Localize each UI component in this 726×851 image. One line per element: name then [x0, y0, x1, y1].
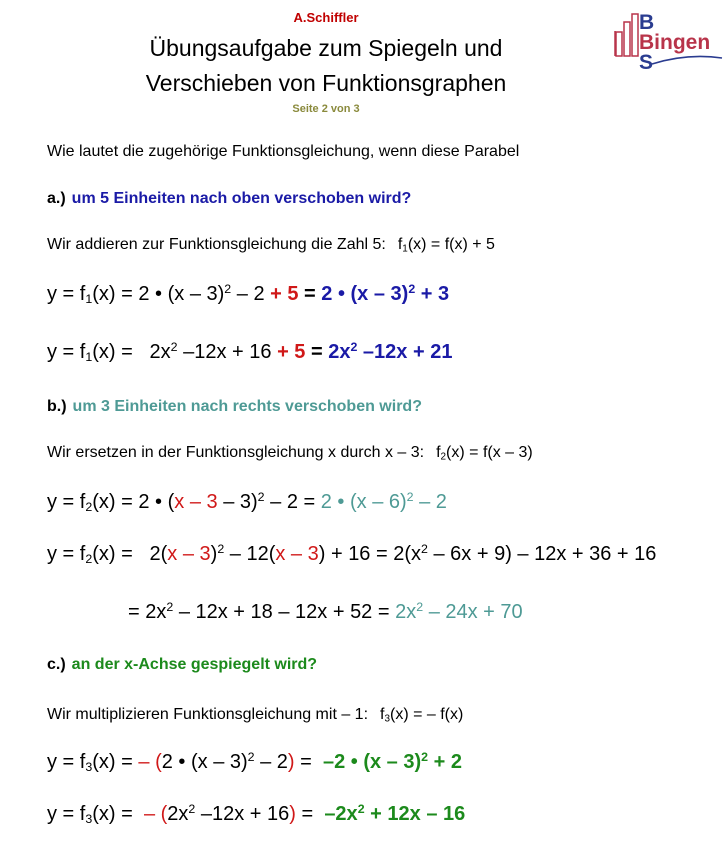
page-title-line2: Verschieben von Funktionsgraphen	[145, 70, 507, 96]
explanation-text: Wir addieren zur Funktionsgleichung die Zahl 5:	[47, 236, 386, 253]
task-b-label: b.)	[47, 398, 67, 415]
task-c-label: c.)	[47, 656, 66, 673]
author-name: A.Schiffler	[293, 10, 359, 25]
task-a-label: a.)	[47, 190, 66, 207]
task-a-text: um 5 Einheiten nach oben verschoben wird?	[71, 190, 412, 207]
task-c-explanation: Wir multiplizieren Funktionsgleichung mit – 1: $f_3(x)$ = – f(x)	[47, 706, 464, 725]
logo-letter-s: S	[639, 51, 654, 72]
task-a-heading	[47, 190, 411, 208]
task-b-equation-3: = $2x^2 - 12x + 18 - 12x + 52 = 2x^2 - 24x + 70$	[128, 600, 523, 623]
logo-word-bingen: Bingen	[639, 31, 711, 54]
task-c-text: an der x-Achse gespiegelt wird?	[71, 656, 318, 673]
intro-text: Wie lautet die zugehörige Funktionsgleichung, wenn diese Parabel	[47, 143, 520, 160]
explanation-text: Wir multiplizieren Funktionsgleichung mit – 1:	[47, 706, 369, 723]
task-b-equation-2: $y = f_2(x) = 2(x - 3)^2 - 12(x - 3) + 16 = 2(x^2 - 6x + 9) - 12x + 36 + 16$	[47, 542, 657, 567]
logo-letter-b: B	[639, 11, 655, 34]
page-title-line1: Übungsaufgabe zum Spiegeln und	[149, 35, 503, 61]
task-b-equation-1: $y = f_2(x) = 2$ • (x – 3 – 3)$^2$ – 2 = 2 • (x – 6)$^2$ – 2	[47, 490, 447, 515]
task-a-equation-1: $y = f_1(x) = 2$ • (x – 3)$^2$ – 2 + 5 = 2 • (x – 3)$^2$ + 3	[47, 282, 450, 307]
task-a-equation-2: $y = f_1(x) = 2x^2$ $-12x + 16 + 5 = 2x^2$ –12x + 21	[47, 340, 453, 365]
task-c-heading	[47, 656, 317, 674]
task-c-equation-1: $y = f_3(x)$ = – (2 • (x – 3)$^2$ – 2) = –2 • (x – 3)$^2$ + 2	[47, 750, 462, 775]
task-b-heading	[47, 398, 422, 416]
task-b-text: um 3 Einheiten nach rechts verschoben wird?	[72, 398, 422, 415]
task-a-explanation: Wir addieren zur Funktionsgleichung die Zahl 5: $f_1(x) = f(x) + 5$	[47, 236, 495, 255]
bbs-bingen-logo	[612, 8, 724, 72]
task-c-equation-2: $y = f_3(x)$ = – ($2x^2$ $-12x + 16) = -2x^2 + 12x - 16$	[47, 802, 466, 827]
page-number: Seite 2 von 3	[292, 103, 360, 115]
explanation-text: Wir ersetzen in der Funktionsgleichung x durch x – 3:	[47, 444, 425, 461]
task-b-explanation: Wir ersetzen in der Funktionsgleichung x durch x – 3: $f_2(x) = f(x - 3)$	[47, 444, 533, 463]
